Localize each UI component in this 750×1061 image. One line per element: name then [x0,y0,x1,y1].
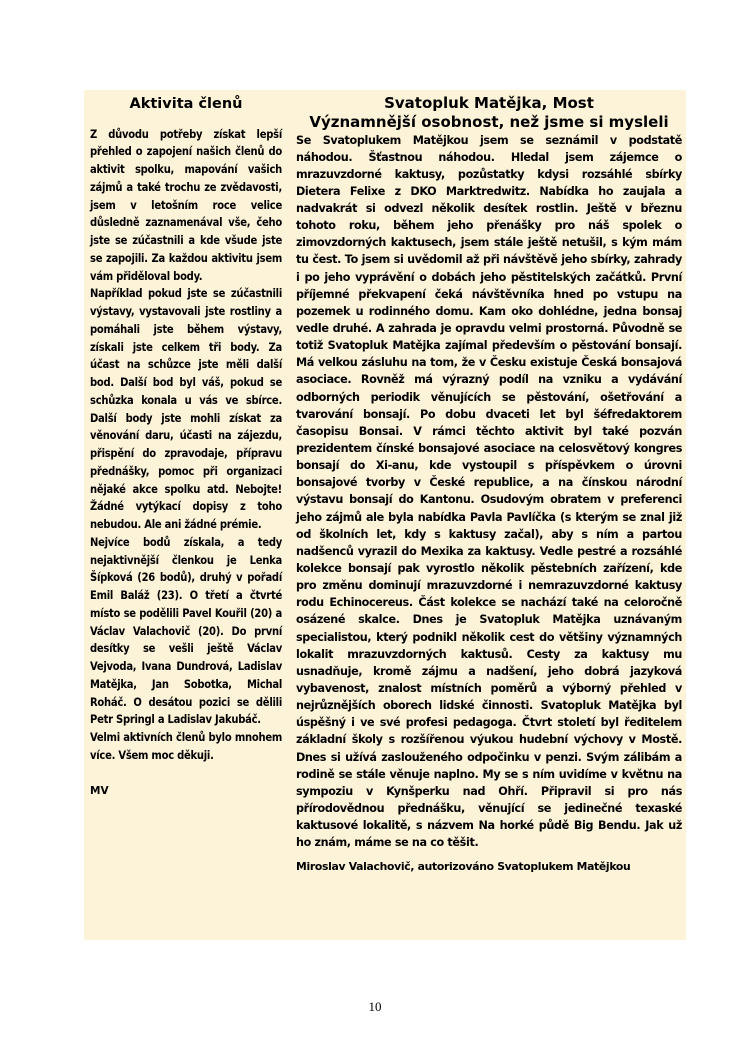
article-column [296,90,682,940]
page-number: 10 [368,999,382,1014]
member-activity-column [90,90,284,940]
intro-paragraph: Z důvodu potřeby získat lepší přehled o zapojení našich členů do aktivit spolku, mapování vašich zájmů a také trochu ze zvědavosti, jsem v letošním roce velice důsledně zaznamenával vše, čeho jste se zúčastnili a kde všude jste se zapojili. Za každou aktivitu jsem vám přiděloval body. [90,127,282,283]
member-activity-heading: Aktivita členů [129,96,243,112]
left-signature: MV [90,784,109,797]
newsletter-frame [84,90,686,940]
thanks-paragraph: Velmi aktivních členů bylo mnohem více. Všem moc děkuji. [90,731,282,762]
article-body: Se Svatoplukem Matějkou jsem se seznámil v podstatě náhodou. Šťastnou náhodou. Hledal jsem zájemce o mrazuvzdorné kaktusy, pozůstatky kdysi rozsáhlé sbírky Dietera Felixe z DKO Marktredwitz. Nabídka ho zaujala a nadvakrát si odvezl několik desítek rostlin. Ještě v březnu tohoto roku, během jeho přenášky pro náš spolek o zimovzdorných kaktusech, jsem stále ještě netušil, s kým mám tu čest. To jsem si uvědomil až při návštěvě jeho sbírky, zahrady i po jeho vyprávění o dobách jeho pěstitelských začátků. První příjemné překvapení čeká návštěvníka hned po vstupu na pozemek u rodinného domu. Kam oko dohlédne, jedna bonsaj vedle druhé. A zahrada je opravdu velmi prostorná. Původně se totiž Svatopluk Matějka zajímal především o pěstování bonsají. Má velkou zásluhu na tom, že v Česku existuje Česká bonsajová asociace. Rovněž má výrazný podíl na vzniku a vydávání odborných periodik věnujících se pěstování, ošetřování a tvarování bonsají. Po dobu dvaceti let byl šéfredaktorem časopisu Bonsai. V rámci těchto aktivit byl také pozván prezidentem čínské bonsajové asociace na celosvětový kongres bonsají do Xi-anu, kde vystoupil s příspěvkem o úrovni bonsajové tvorby v České republice, a na čínskou národní výstavu bonsají do Kantonu. Osudovým obratem v preferenci jeho zájmů ale byla nabídka Pavla Pavlíčka (s kterým se znal již od školních let, kdy s kaktusy začal), aby s ním a partou nadšenců vyrazil do Mexika za kaktusy. Vedle pestré a rozsáhlé kolekce bonsají pak vyrostlo několik pěstebních zařízení, kde pro změnu dominují mrazuvzdorné i nemrazuvzdorné kaktusy rodu Echinocereus. Část kolekce se nachází také na celoročně osázené skalce. Dnes je Svatopluk Matějka uznávaným specialistou, který podnikl několik cest do většiny významných lokalit mrazuvzdorných kaktusů. Cesty za kaktusy mu usnadňuje, kromě zájmu a nadšení, jeho dobrá jazyková vybavenost, znalost místních poměrů a výborný přehled v nejrůznějších oborech lidské činnosti. Svatopluk Matějka byl úspěšný i ve své profesi pedagoga. Čtvrt století byl ředitelem základní školy s rozšířenou výukou hudební výchovy v Mostě. Dnes si užívá zaslouženého odpočinku v penzi. Svým zálibám a rodině se stále věnuje naplno. My se s ním uvidíme v květnu na sympoziu v Kynšperku nad Ohří. Připravil si pro nás přírodovědnou přednášku, věnující se jedinečné texaské kaktusové lokalitě, s názvem Na horké půdě Big Bendu. Jak už ho znám, máme se na co těšit. [296,133,682,850]
article-signature: Miroslav Valachovič, autorizováno Svatoplukem Matějkou [296,860,631,874]
article-title: Svatopluk Matějka, Most [384,94,594,112]
ranking-paragraph: Nejvíce bodů získala, a tedy nejaktivnější členkou je Lenka Šípková (26 bodů), druhý v pořadí Emil Baláž (23). O třetí a čtvrté místo se podělili Pavel Kouřil (20) a Václav Valachovič (20). Do první desítky se vešli ještě Václav Vejvoda, Ivana Dundrová, Ladislav Matějka, Jan Sobotka, Michal Roháč. O desátou pozici se dělili Petr Springl a Ladislav Jakubáč. [90,535,282,727]
points-explanation-paragraph: Například pokud jste se zúčastnili výstavy, vystavovali jste rostliny a pomáhali jste během výstavy, získali jste celkem tři body. Za účast na schůzce jste měli další bod. Další bod byl váš, pokud se schůzka konala u vás ve sbírce. Další body jste mohli získat za věnování daru, účasti na zájezdu, přispění do zpravodaje, přípravu přednášky, pomoc při organizaci nějaké akce spolku atd. Nebojte! Žádné vytýkací dopisy z toho nebudou. Ale ani žádné prémie. [90,287,282,532]
article-subtitle: Významnější osobnost, než jsme si mysleli [309,112,669,131]
